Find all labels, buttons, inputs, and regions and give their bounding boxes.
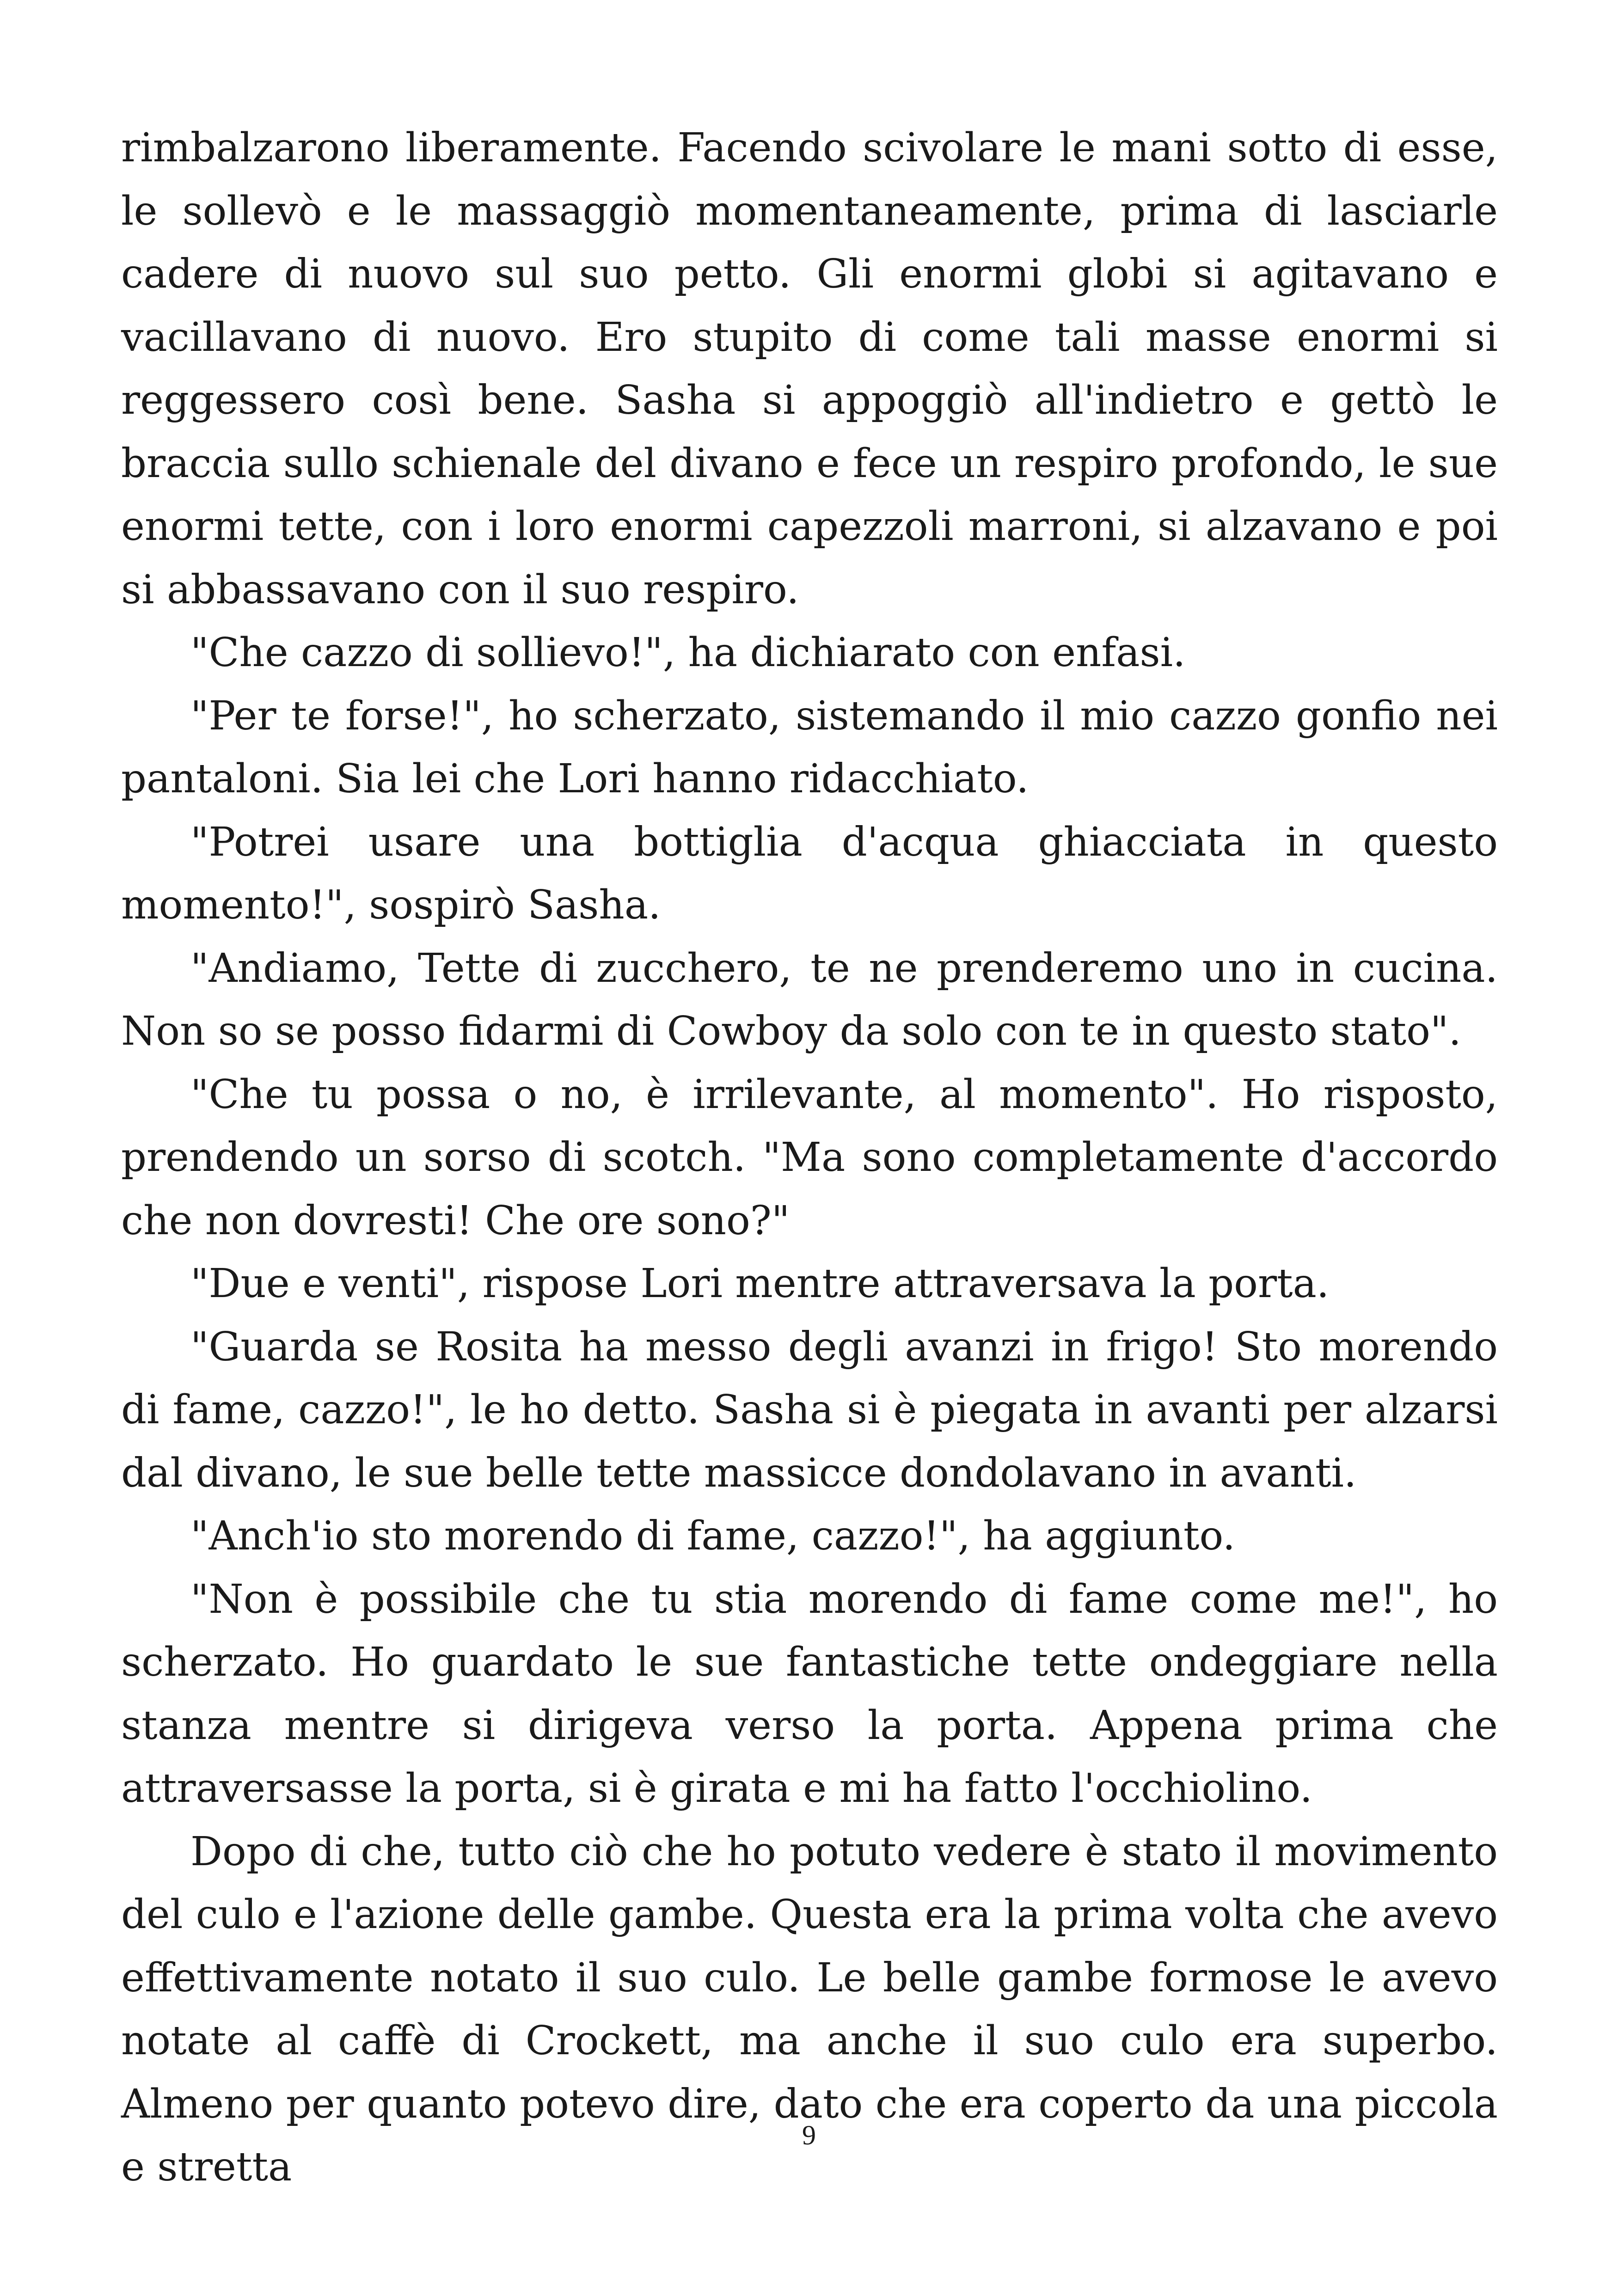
paragraph: "Che cazzo di sollievo!", ha dichiarato con enfasi. bbox=[190, 630, 1186, 676]
paragraph: "Che tu possa o no, è irrilevante, al momento". Ho risposto, prendendo un sorso di scotch. "Ma sono completamente d'accordo che non dovresti! Che ore sono?" bbox=[121, 1071, 1498, 1244]
page-number: 9 bbox=[802, 2120, 816, 2150]
paragraph: Dopo di che, tutto ciò che ho potuto vedere è stato il movimento del culo e l'azione delle gambe. Questa era la prima volta che avevo effettivamente notato il suo culo. Le belle gambe formose le avevo notate al caffè di Crockett, ma anche il suo culo era superbo. Almeno per quanto potevo dire, dato che era coperto da una piccola e stretta bbox=[121, 1828, 1498, 2190]
body-text bbox=[121, 116, 1498, 2199]
paragraph: "Anch'io sto morendo di fame, cazzo!", ha aggiunto. bbox=[190, 1513, 1236, 1559]
paragraph: "Andiamo, Tette di zucchero, te ne prenderemo uno in cucina. Non so se posso fidarmi di Cowboy da solo con te in questo stato". bbox=[121, 945, 1498, 1054]
paragraph: "Guarda se Rosita ha messo degli avanzi in frigo! Sto morendo di fame, cazzo!", le ho detto. Sasha si è piegata in avanti per alzarsi dal divano, le sue belle tette massicce dondolavano in avanti. bbox=[121, 1323, 1498, 1496]
paragraph: "Per te forse!", ho scherzato, sistemando il mio cazzo gonfio nei pantaloni. Sia lei che Lori hanno ridacchiato. bbox=[121, 692, 1498, 802]
paragraph: "Due e venti", rispose Lori mentre attraversava la porta. bbox=[190, 1261, 1330, 1307]
paragraph: "Potrei usare una bottiglia d'acqua ghiacciata in questo momento!", sospirò Sasha. bbox=[121, 819, 1498, 928]
paragraph: "Non è possibile che tu stia morendo di fame come me!", ho scherzato. Ho guardato le sue fantastiche tette ondeggiare nella stanza mentre si dirigeva verso la porta. Appena prima che attraversasse la porta, si è girata e mi ha fatto l'occhiolino. bbox=[121, 1576, 1498, 1812]
paragraph: rimbalzarono liberamente. Facendo scivolare le mani sotto di esse, le sollevò e le massaggiò momentaneamente, prima di lasciarle cadere di nuovo sul suo petto. Gli enormi globi si agitavano e vacillavano di nuovo. Ero stupito di come tali masse enormi si reggessero così bene. Sasha si appoggiò all'indietro e gettò le braccia sullo schienale del divano e fece un respiro profondo, le sue enormi tette, con i loro enormi capezzoli marroni, si alzavano e poi si abbassavano con il suo respiro. bbox=[121, 125, 1498, 613]
